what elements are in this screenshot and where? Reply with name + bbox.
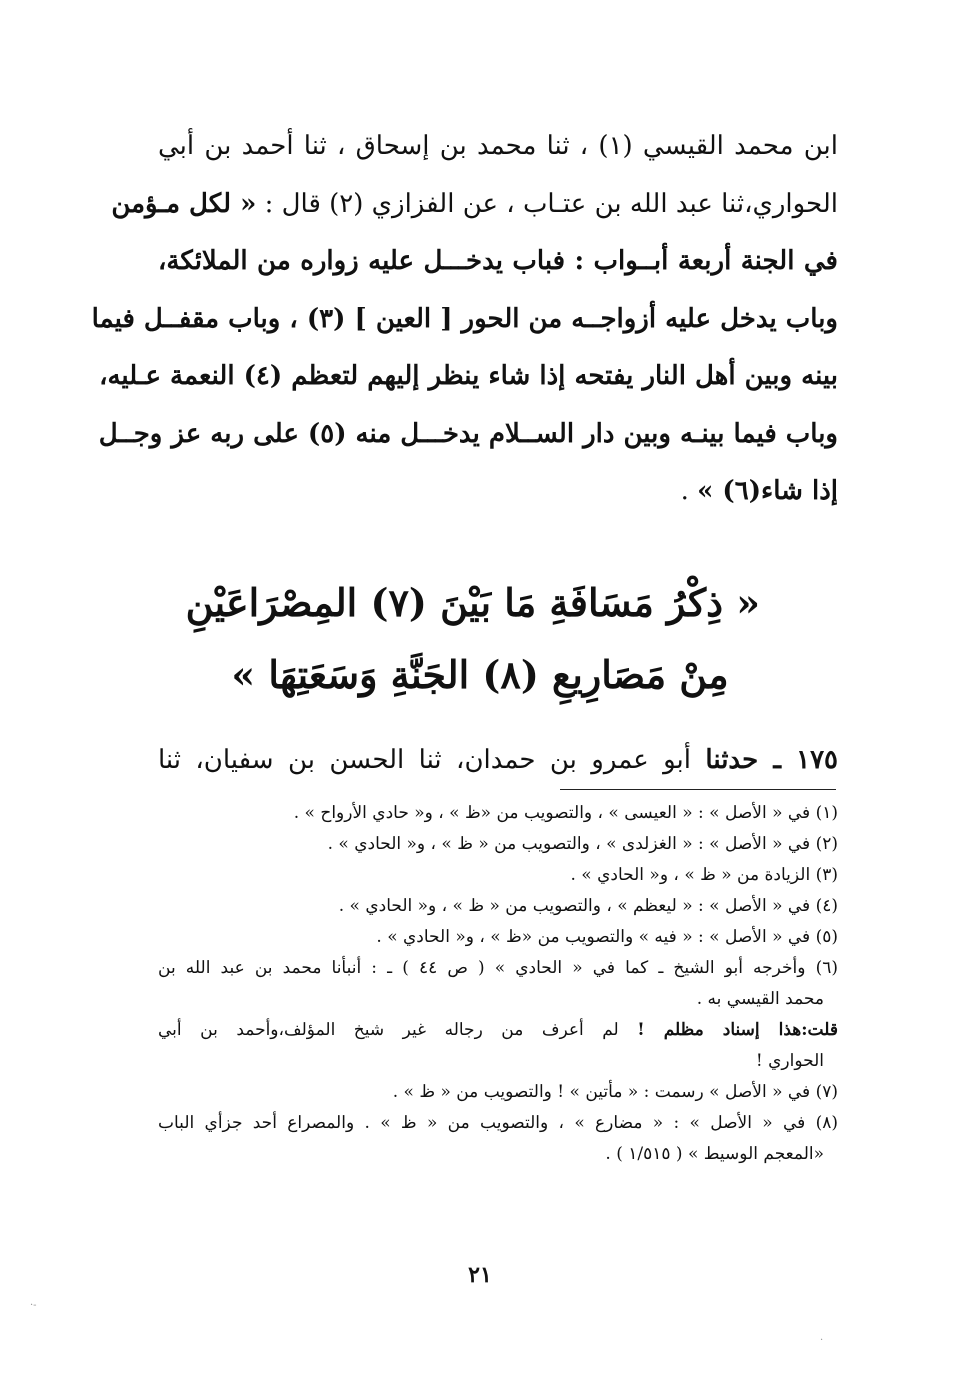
section-heading-line: « ذِكْرُ مَسَافَةِ مَا بَيْنَ (٧) المِصْرَاعَيْنِ: [185, 580, 760, 625]
quote-end: إذا شاء(٦) »: [697, 476, 838, 506]
main-text-segment: الحواري،ثنا عبد الله بن عتـاب ، عن الفزازي (٢) قال :: [264, 188, 838, 219]
footnote: (٢) في « الأصل » : « الغزلدى » ، والتصويب من « ظ » ، و« الحادي » .: [327, 834, 838, 854]
hadith-number: ١٧٥ ـ حدثنا: [705, 745, 839, 775]
footnote-divider: [560, 789, 836, 790]
main-text-segment: .: [680, 476, 689, 506]
quote-start: « لكل مـؤمن: [111, 188, 257, 219]
main-text-line: [158, 463, 838, 521]
page-number: ٢١: [468, 1262, 492, 1288]
footnote: (٥) في « الأصل » : « فيه » والتصويب من «ظ » ، و« الحادي » .: [376, 927, 838, 947]
footnote: (٦) وأخرجه أبو الشيخ ـ كما في « الحادي » ( ص ٤٤ ) ـ : أنبأنا محمد بن عبد الله بن: [158, 958, 838, 978]
hadith-text: أبو عمرو بن حمدان، ثنا الحسن بن سفيان، ثنا: [158, 745, 692, 775]
footnotes: [158, 798, 838, 1170]
main-text-line: بينه وبين أهل النار يفتحه إذا شاء ينظر إليهم لتعظم (٤) النعمة عـليه،: [99, 361, 838, 391]
main-text-line: [111, 176, 838, 234]
scan-speck: ·‐: [30, 1300, 37, 1311]
comment-label: قلت:هذا إسناد مظلم !: [637, 1020, 838, 1040]
section-heading-line: مِنْ مَصَارِيعِ (٨) الجَنَّةِ وَسَعَتِهَا »: [231, 652, 729, 697]
comment-continuation: الحواري !: [755, 1051, 824, 1071]
footnote-continuation: محمد القيسي به .: [696, 989, 824, 1009]
comment-text: لم أعرف من رجاله غير شيخ المؤلف،وأحمد بن أبي: [158, 1020, 619, 1040]
footnote: (٨) في « الأصل » : « مضارع » ، والتصويب من « ظ » . والمصراع أحد جزأي الباب: [158, 1113, 838, 1133]
footnote: (٤) في « الأصل » : « ليعظم » ، والتصويب من « ظ » ، و« الحادي » .: [338, 896, 838, 916]
hadith-175: [158, 735, 838, 785]
main-text-line: ابن محمد القيسي (١) ، ثنا محمد بن إسحاق ، ثنا أحمد بن أبي: [158, 131, 838, 161]
footnote: (١) في « الأصل » : « العيسى » ، والتصويب من «ظ » ، و« حادي الأرواح » .: [293, 803, 838, 823]
main-text: [91, 118, 838, 521]
main-text-line: وباب فيما بينـه وبين دار الســلام يدخـــل منه (٥) على ربه عز وجــل: [98, 418, 838, 449]
scan-speck: ·: [820, 1335, 824, 1346]
footnote: (٣) الزيادة من « ظ » ، و« الحادي » .: [570, 865, 838, 885]
editor-comment: [158, 1015, 838, 1046]
main-text-line: في الجنة أربعة أبــواب : فباب يدخـــل عليه زواره من الملائكة،: [158, 246, 838, 276]
main-text-line: وباب يدخل عليه أزواجــه من الحور [ العين ] (٣) ، وباب مقفــل فيما: [91, 303, 838, 334]
footnote: (٧) في « الأصل » رسمت : « مأتين » ! والتصويب من « ظ » .: [392, 1082, 838, 1102]
footnote-continuation: «المعجم الوسيط » ( ١/٥١٥ ) .: [605, 1144, 824, 1164]
